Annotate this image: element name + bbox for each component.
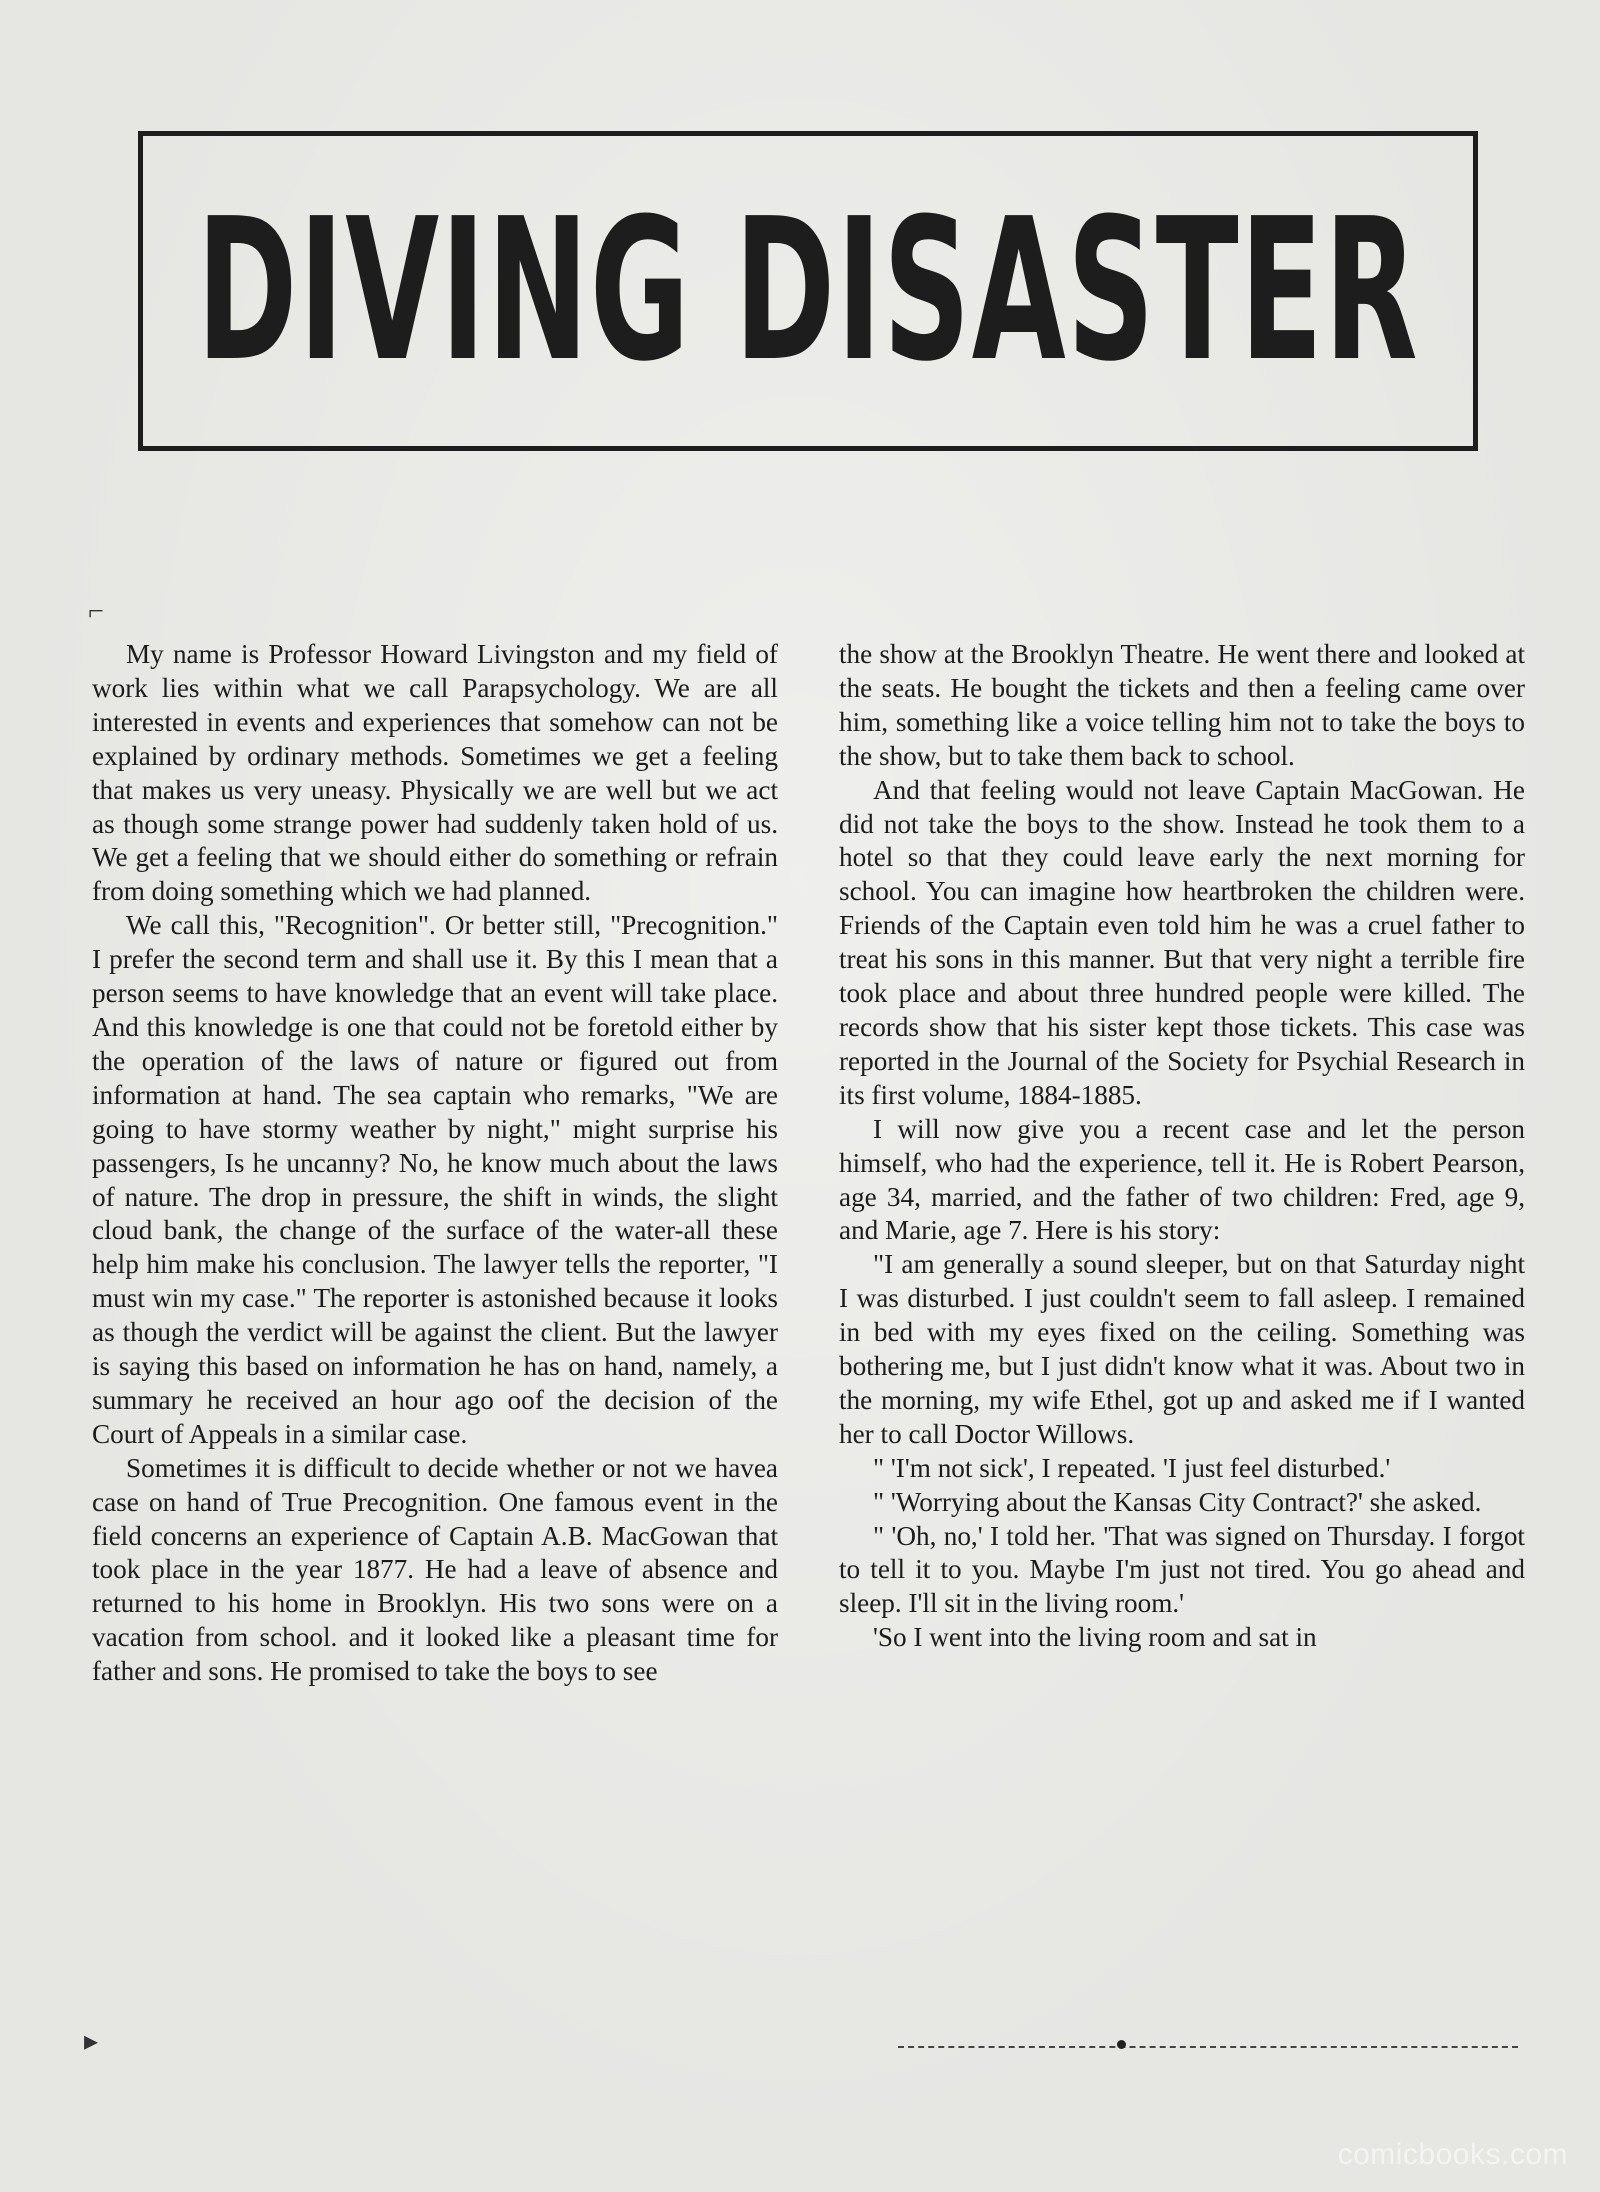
title-box [138, 131, 1478, 451]
paragraph: And that feeling would not leave Captain MacGowan. He did not take the boys to the show. Instead he took them to a hotel so that they could leave early the next morning for school. You can imagine how heartbroken the children were. Friends of the Captain even told him he was a cruel father to treat his sons in this manner. But that very night a terrible fire took place and about three hundred people were killed. The records show that his sister kept those tickets. This case was reported in the Journal of the Society for Psychial Research in its first volume, 1884-1885. [839, 774, 1525, 1110]
continuation-dot [1117, 2040, 1126, 2049]
paragraph: I will now give you a recent case and let the person himself, who had the experience, tell it. He is Robert Pearson, age 34, married, and the father of two children: Fred, age 9, and Marie, age 7. Here is his story: [839, 1113, 1525, 1246]
paragraph: My name is Professor Howard Livingston and my field of work lies within what we call Parapsychology. We are all interested in events and experiences that somehow can not be explained by ordinary methods. Sometimes we get a feeling that makes us very uneasy. Physically we are well but we act as though some strange power had suddenly taken hold of us. We get a feeling that we should either do something or refrain from doing something which we had planned. [92, 639, 778, 907]
watermark: comicbooks.com [1337, 2138, 1568, 2171]
corner-tick-mark-bottom: ▸ [84, 2026, 99, 2057]
right-column [839, 638, 1525, 2048]
story-title: DIVING DISASTER [196, 177, 1420, 405]
paragraph: " 'I'm not sick', I repeated. 'I just feel disturbed.' [873, 1452, 1391, 1483]
paragraph: " 'Worrying about the Kansas City Contract?' she asked. [873, 1486, 1482, 1517]
continuation-rule [898, 2046, 1518, 2048]
corner-tick-mark: ⌐ [88, 596, 104, 627]
article-columns [92, 638, 1525, 2048]
paragraph: 'So I went into the living room and sat in [873, 1622, 1317, 1653]
paragraph: Sometimes it is difficult to decide whether or not we havea case on hand of True Precognition. One famous event in the field concerns an experience of Captain A.B. MacGowan that took place in the year 1877. He had a leave of absence and returned to his home in Brooklyn. His two sons were on a vacation from school. and it looked like a pleasant time for father and sons. He promised to take the boys to see [92, 1452, 778, 1687]
paragraph: " 'Oh, no,' I told her. 'That was signed on Thursday. I forgot to tell it to you. Maybe I'm just not tired. You go ahead and sleep. I'll sit in the living room.' [839, 1520, 1525, 1619]
paragraph: the show at the Brooklyn Theatre. He went there and looked at the seats. He bought the tickets and then a feeling came over him, something like a voice telling him not to take the boys to the show, but to take them back to school. [839, 639, 1525, 771]
paragraph: We call this, "Recognition". Or better still, "Precognition." I prefer the second term and shall use it. By this I mean that a person seems to have knowledge that an event will take place. And this knowledge is one that could not be foretold either by the operation of the laws of nature or figured out from information at hand. The sea captain who remarks, "We are going to have stormy weather by night," might surprise his passengers, Is he uncanny? No, he know much about the laws of nature. The drop in pressure, the shift in winds, the slight cloud bank, the change of the surface of the water-all these help him make his conclusion. The lawyer tells the reporter, "I must win my case." The reporter is astonished because it looks as though the verdict will be against the client. But the lawyer is saying this based on information he has on hand, namely, a summary he received an hour ago oof the decision of the Court of Appeals in a similar case. [92, 910, 778, 1449]
left-column [92, 638, 778, 2048]
paragraph: "I am generally a sound sleeper, but on that Saturday night I was disturbed. I just couldn't seem to fall asleep. I remained in bed with my eyes fixed on the ceiling. Something was bothering me, but I just didn't know what it was. About two in the morning, my wife Ethel, got up and asked me if I wanted her to call Doctor Willows. [839, 1249, 1525, 1449]
